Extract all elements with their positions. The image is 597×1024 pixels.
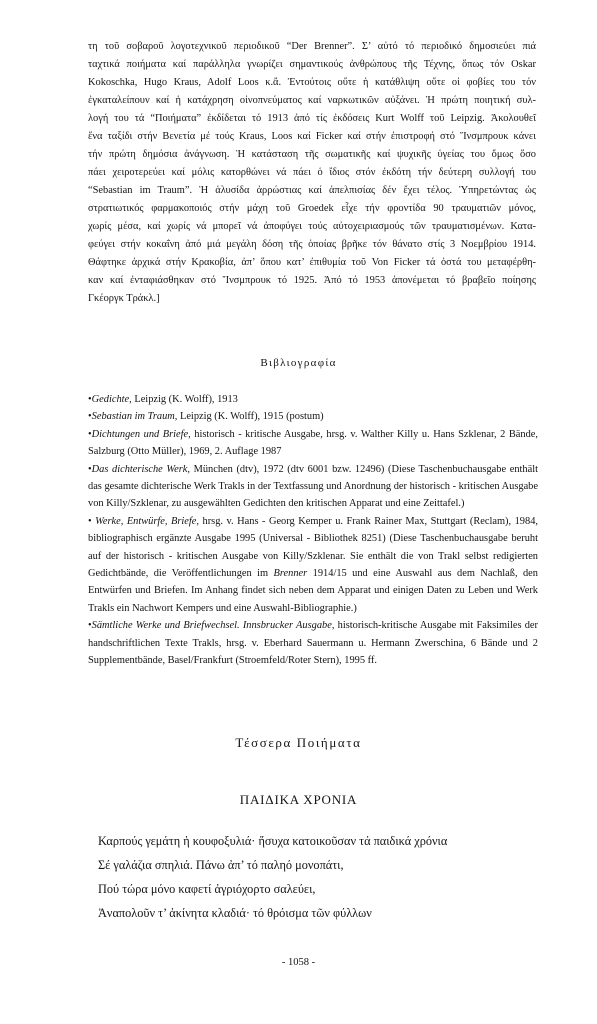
poem-title: ΠΑΙΔΙΚΑ ΧΡΟΝΙΑ <box>239 792 358 807</box>
biography-line: ἕνα ταξίδι στήν Βενετία μέ τούς Kraus, Loos καί Ficker καί στήν ἐπιστροφή στό Ἴνσμπρουκ κάνει <box>88 131 536 142</box>
biography-line: Γκέοργκ Τράκλ.] <box>88 293 160 304</box>
bibliography-entry-details: hrsg. v. Hans - Georg Kemper u. Frank Rainer Max, Stuttgart (Reclam), 1984, bibliographisch ergänzte Ausgabe 1995 (Universal - Bibliothek 8251) (Diese Taschenbuchausgabe beruht auf der historisch - kritischen Ausgabe von Killy/Szklenar. Sie enthält die von Trakl selbst redigierten Gedichtbände, die Veröffentlichungen im Brenner 1914/15 und eine Auswahl aus dem Nachlaß, den Entwürfen und Briefen. Im Anhang findet sich neben dem Apparat und einigen Daten zu Leben und Werk Trakls ein Nachwort Kempers und eine Auswahl-Bibliographie.) <box>88 515 538 614</box>
bibliography-entry-title: Das dichterische Werk, <box>91 463 190 475</box>
biography-line: καν καί ἐνταφιάσθηκαν στό Ἴνσμπρουκ τό 1925. Ἀπό τό 1953 ἀπονέμεται τό βραβεῖο ποίησης <box>88 275 536 286</box>
bibliography-entry: • Werke, Entwürfe, Briefe, hrsg. v. Hans - Georg Kemper u. Frank Rainer Max, Stuttgart (Reclam), 1984, bibliographisch ergänzte Ausgabe 1995 (Universal - Bibliothek 8251) (Diese Taschenbuchausgabe beruht auf der historisch - kritischen Ausgabe von Killy/Szklenar. Sie enthält die von Trakl selbst redigierten Gedichtbände, die Veröffentlichungen im Brenner 1914/15 und eine Auswahl aus dem Nachlaß, den Entwürfen und Briefen. Im Anhang findet sich neben dem Apparat und einigen Daten zu Leben und Werk Trakls ein Nachwort Kempers und eine Auswahl-Bibliographie.) <box>88 515 538 614</box>
poem-body <box>98 829 558 925</box>
bibliography-entry-title: Gedichte, <box>91 394 132 405</box>
poem-line: Ἀναπολοῦν τ’ ἀκίνητα κλαδιά· τό θρόισμα τῶν φύλλων <box>98 906 372 920</box>
poem-line: Καρπούς γεμάτη ἡ κουφοξυλιά· ἥσυχα κατοικοῦσαν τά παιδικά χρόνια <box>98 834 448 848</box>
biography-line: τη τοῦ σοβαροῦ λογοτεχνικοῦ περιοδικοῦ “Der Brenner”. Σ’ αὐτό τό περιοδικό δημοσιεύει πιά <box>88 41 536 52</box>
bibliography-entry: •Das dichterische Werk, München (dtv), 1972 (dtv 6001 bzw. 12496) (Diese Taschenbuchausgabe enthält das gesamte dichterische Werk Trakls in der Textfassung und Anordnung der historisch - kritischen Ausgabe von Killy/Szklenar, zu ausgewählten Gedichten den kritischen Apparat und eine Zeittafel.) <box>88 463 538 510</box>
biography-line: Kokoschka, Hugo Kraus, Adolf Loos κ.ἄ. Ἐντούτοις οὔτε ἡ κατάθλιψη οὔτε οἱ φοβίες του τόν <box>88 77 536 88</box>
bibliography-entry: •Sämtliche Werke und Briefwechsel. Innsbrucker Ausgabe, historisch-kritische Ausgabe mit Faksimiles der handschriftlichen Texte Trakls, hrsg. v. Eberhard Sauermann u. Hermann Zwerschina, 6 Bände und 2 Supplementbände, Basel/Frankfurt (Stroemfeld/Roter Stern), 1995 ff. <box>88 620 538 667</box>
bibliography-entry: •Gedichte, Leipzig (K. Wolff), 1913 <box>88 394 238 405</box>
biography-line: ἐγκαταλείπουν καί ἡ κατάχρηση οἰνοπνεύματος καί ναρκωτικῶν αὐξάνει. Ἡ πρώτη ποιητική συλ- <box>88 95 536 106</box>
bibliography-heading: Βιβλιογραφία <box>260 357 337 369</box>
bibliography-entry-details: historisch-kritische Ausgabe mit Faksimiles der handschriftlichen Texte Trakls, hrsg. v. Eberhard Sauermann u. Hermann Zwerschina, 6 Bände und 2 Supplementbände, Basel/Frankfurt (Stroemfeld/Roter Stern), 1995 ff. <box>88 620 538 667</box>
biography-paragraph <box>88 38 536 308</box>
bibliography-entry-details: München (dtv), 1972 (dtv 6001 bzw. 12496) (Diese Taschenbuchausgabe enthält das gesamte dichterische Werk Trakls in der Textfassung und Anordnung der historisch - kritischen Ausgabe von Killy/Szklenar, zu ausgewählten Gedichten den kritischen Apparat und eine Zeittafel.) <box>88 463 538 510</box>
poem-line: Πού τώρα μόνο καφετί ἀγριόχορτο σαλεύει, <box>98 882 316 896</box>
bibliography-list <box>88 391 538 670</box>
bibliography-entry-title: Sämtliche Werke und Briefwechsel. Innsbrucker Ausgabe, <box>91 620 335 632</box>
biography-line: στρατιωτικός φαρμακοποιός στήν μάχη τοῦ Groedek εἶχε τήν φροντίδα 90 τραυματιῶν μόνος, <box>88 203 536 214</box>
bibliography-entry-details: Leipzig (K. Wolff), 1913 <box>131 394 238 405</box>
bibliography-entry-title: Dichtungen und Briefe, <box>91 428 191 440</box>
poem-line: Σέ γαλάζια σπηλιά. Πάνω ἀπ’ τό παληό μονοπάτι, <box>98 858 344 872</box>
biography-line: πάει χειροτερεύει καί μόλις κατορθώνει νά πάει ὁ ἴδιος στόν ἐκδότη τήν δεύτερη συλλογή του <box>88 167 536 178</box>
biography-line: “Sebastian im Traum”. Ἡ ἁλυσίδα ἀρρώστιας καί ἀπελπισίας δέν ἔχει τέλος. Ὑπηρετώντας ὡς <box>88 185 536 196</box>
biography-line: χωρίς μέσα, καί χωρίς νά μπορεῖ νά ἀποφύγει τούς αὐτοχειριασμούς τῶν τραυματισμένων. Κατα- <box>88 221 536 232</box>
biography-line: Θάφτηκε ἀρχικά στήν Κρακοβία, ἀπ’ ὅπου κατ’ ἐπιθυμία τοῦ Von Ficker τά ὀστά του μεταφέρθη- <box>88 257 536 268</box>
bibliography-entry-details: historisch - kritische Ausgabe, hrsg. v. Walther Killy u. Hans Szklenar, 2 Bände, Salzburg (Otto Müller), 1969, 2. Auflage 1987 <box>88 428 538 458</box>
bibliography-entry: •Sebastian im Traum, Leipzig (K. Wolff), 1915 (postum) <box>88 411 324 423</box>
bibliography-entry: •Dichtungen und Briefe, historisch - kritische Ausgabe, hrsg. v. Walther Killy u. Hans Szklenar, 2 Bände, Salzburg (Otto Müller), 1969, 2. Auflage 1987 <box>88 428 538 458</box>
biography-line: λογή του τά “Ποιήματα” ἐκδίδεται τό 1913 ἀπό τίς ἐκδόσεις Kurt Wolff τοῦ Leipzig. Ἀκολουθεῖ <box>88 113 536 124</box>
page-number: - 1058 - <box>281 957 316 968</box>
biography-line: τήν πρώτη δημόσια ἀνάγνωση. Ἡ κατάσταση τῆς σωματικῆς καί ψυχικῆς ὑγείας του ὅμως ὅσο <box>88 149 536 160</box>
poems-section-heading: Τέσσερα Ποιήματα <box>235 735 362 750</box>
bibliography-entry-title: Sebastian im Traum, <box>91 411 178 423</box>
biography-line: φεύγει στήν κοκαΐνη ἀπό μιά μεγάλη δόση τῆς ὁποίας βρῆκε τόν θάνατο στίς 3 Νοεμβρίου 1914. <box>88 239 536 250</box>
bibliography-entry-details: Leipzig (K. Wolff), 1915 (postum) <box>177 411 324 423</box>
biography-line: ταχτικά ποιήματα καί παράλληλα γνωρίζει σημαντικούς ἀνθρώπους τῆς Τέχνης, ὅπως τόν Oskar <box>88 59 536 70</box>
bibliography-entry-title: Werke, Entwürfe, Briefe, <box>95 515 200 527</box>
